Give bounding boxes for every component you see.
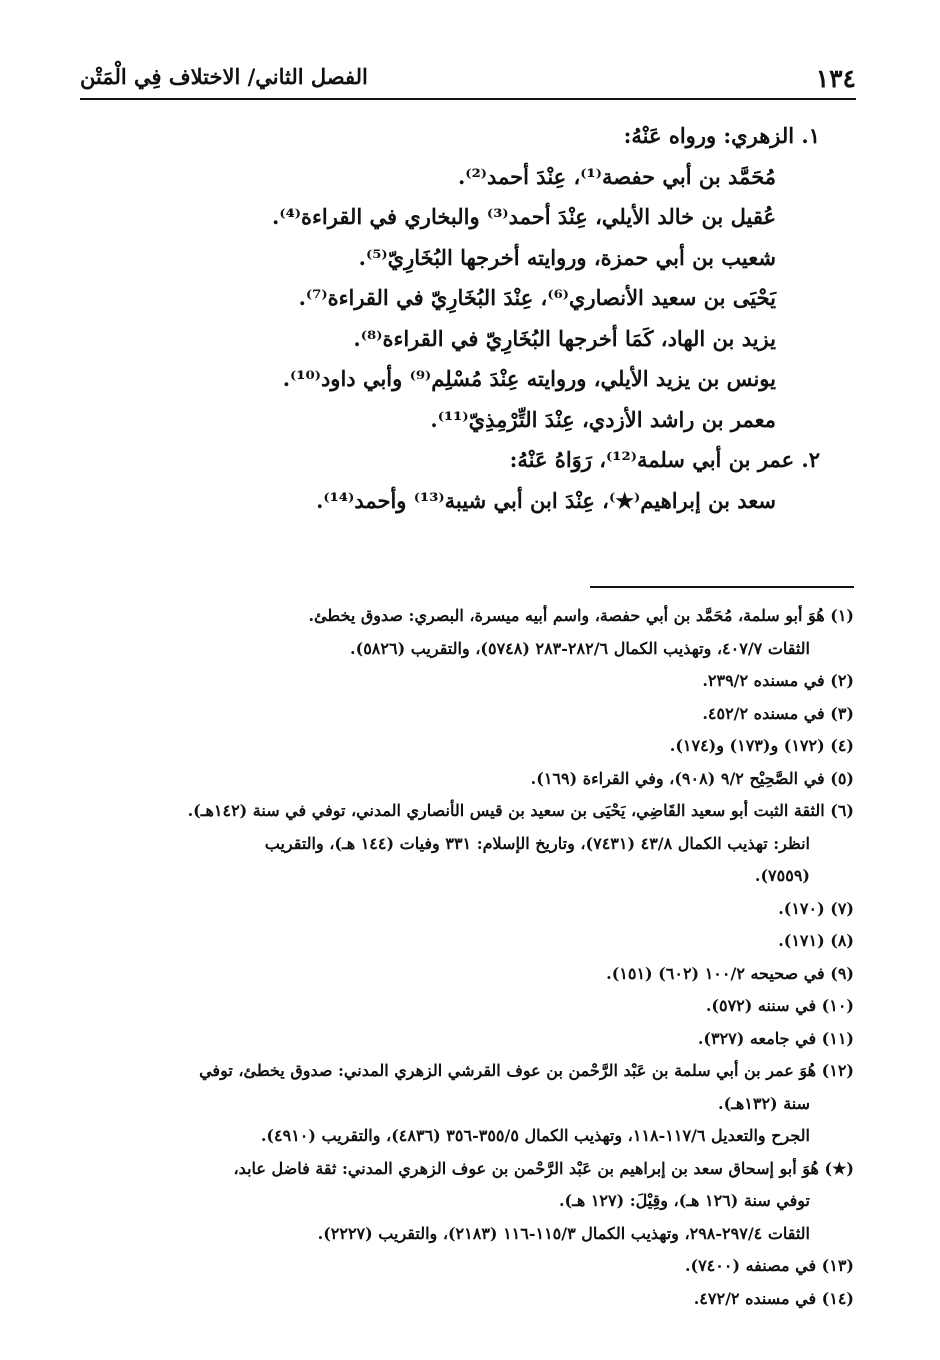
footnote-continuation: (٧٥٥٩). [754,866,810,885]
footnote: (١١) في جامعه (٣٢٧). [697,1028,854,1048]
footnote: (٥) في الصَّحِيْح ٩/٢ (٩٠٨)، وفي القراءة (١٦٩). [530,768,854,788]
footnote: (١) هُوَ أبو سلمة، مُحَمَّد بن أبي حفصة، واسم أبيه ميسرة، البصري: صدوق يخطئ. [308,606,854,625]
footnote: (٤) (١٧٢) و(١٧٣) و(١٧٤). [669,736,854,755]
page-number: ١٣٤ [815,64,856,93]
running-title: الفصل الثاني/ الاختلاف فِي الْمَتْن [80,64,368,89]
footnote-continuation: توفي سنة (١٢٦ هـ)، وقِيْلَ: (١٢٧ هـ). [558,1191,810,1210]
footnote: (★) هُوَ أبو إسحاق سعد بن إبراهيم بن عَبْد الرَّحْمن بن عوف الزهري المدني: ثقة فاضل عابد، [233,1158,854,1178]
footnotes [84,600,854,1315]
footnote: (١٠) في سننه (٥٧٢). [705,996,854,1015]
footnote-continuation: الجرح والتعديل ١١٧/٦-١١٨، وتهذيب الكمال ٣٥٥/٥-٣٥٦ (٤٨٣٦)، والتقريب (٤٩١٠). [260,1126,810,1145]
footnote: (٢) في مسنده ٢٣٩/٢. [702,671,854,690]
footnote: (٣) في مسنده ٤٥٢/٢. [702,703,854,723]
footnote: (٩) في صحيحه ١٠٠/٢ (٦٠٢) (١٥١). [606,963,854,983]
main-line: يونس بن يزيد الأيلي، وروايته عِنْدَ مُسْلِم⁽⁹⁾ وأبي داود⁽¹⁰⁾. [282,366,776,391]
footnote: (٧) (١٧٠). [778,898,854,918]
footnote-separator [590,586,854,588]
footnote-continuation: الثقات ٤٠٧/٧، وتهذيب الكمال ٢٨٢/٦-٢٨٣ (٥٧٤٨)، والتقريب (٥٨٢٦). [350,638,810,658]
footnote: (١٤) في مسنده ٤٧٢/٢. [693,1288,854,1308]
main-text [120,116,820,521]
footnote: (٦) الثقة الثبت أبو سعيد القَاضِي، يَحْيَى بن سعيد بن قيس الأنصاري المدني، توفي في سنة (١٤٢هـ). [187,801,854,820]
page-header [80,62,856,96]
main-line: سعد بن إبراهيم⁽★⁾، عِنْدَ ابن أبي شيبة⁽¹³⁾ وأحمد⁽¹⁴⁾. [316,487,776,513]
footnote: (٨) (١٧١). [778,931,854,950]
main-line: ١. الزهري: ورواه عَنْهُ: [623,123,820,148]
footnote: (١٣) في مصنفه (٧٤٠٠). [684,1256,854,1275]
footnote-continuation: سنة (١٣٢هـ). [718,1093,810,1113]
footnote: (١٢) هُوَ عمر بن أبي سلمة بن عَبْد الرَّحْمن بن عوف القرشي الزهري المدني: صدوق يخطئ، توفي [199,1061,854,1080]
main-line: يزيد بن الهاد، كَمَا أخرجها البُخَارِيّ في القراءة⁽⁸⁾. [353,325,776,351]
header-rule [80,98,856,100]
main-line: ٢. عمر بن أبي سلمة⁽¹²⁾، رَوَاهُ عَنْهُ: [509,447,820,472]
main-line: عُقيل بن خالد الأيلي، عِنْدَ أحمد⁽³⁾ والبخاري في القراءة⁽⁴⁾. [272,204,776,229]
footnote-continuation: انظر: تهذيب الكمال ٤٣/٨ (٧٤٣١)، وتاريخ الإسلام: ٣٣١ وفيات (١٤٤ هـ)، والتقريب [264,833,810,853]
main-line: شعيب بن أبي حمزة، وروايته أخرجها البُخَارِيّ⁽⁵⁾. [358,244,776,270]
main-line: معمر بن راشد الأزدي، عِنْدَ التِّرْمِذِيّ⁽¹¹⁾. [430,406,776,432]
main-line: مُحَمَّد بن أبي حفصة⁽¹⁾، عِنْدَ أحمد⁽²⁾. [457,163,776,189]
footnote-continuation: الثقات ٢٩٧/٤-٢٩٨، وتهذيب الكمال ١١٥/٣-١١٦ (٢١٨٣)، والتقريب (٢٢٢٧). [317,1223,810,1243]
main-line: يَحْيَى بن سعيد الأنصاري⁽⁶⁾، عِنْدَ البُخَارِيّ في القراءة⁽⁷⁾. [298,285,776,310]
